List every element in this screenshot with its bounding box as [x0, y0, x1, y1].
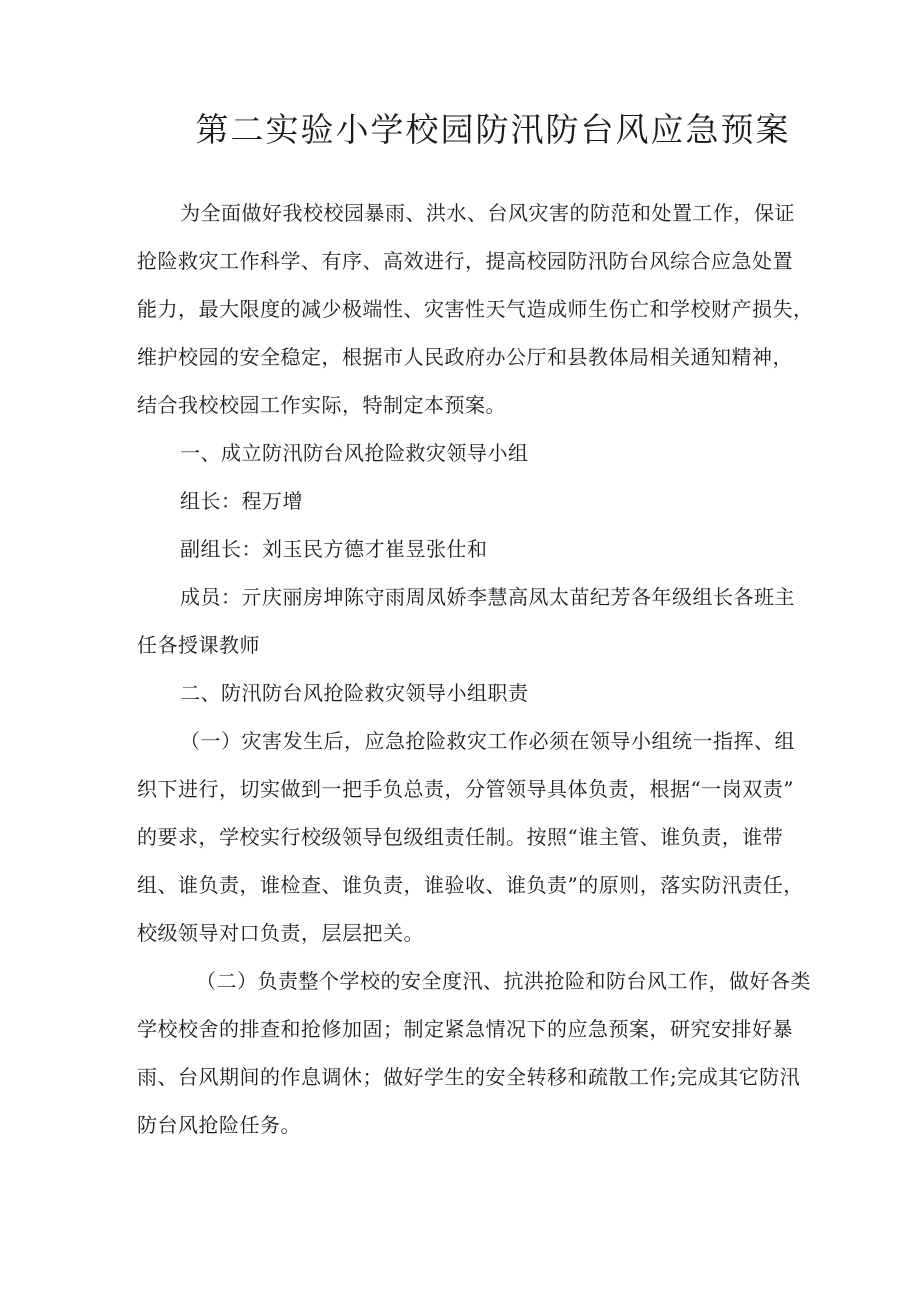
- paragraph-line: 组、谁负责，谁检查、谁负责，谁验收、谁负责”的原则，落实防汛责任，: [137, 873, 804, 897]
- paragraph-line: 学校校舍的排查和抢修加固；制定紧急情况下的应急预案，研究安排好暴: [137, 1017, 793, 1041]
- paragraph-line: 结合我校校园工作实际，特制定本预案。: [137, 393, 506, 417]
- section-heading: 二、防汛防台风抢险救灾领导小组职责: [180, 681, 529, 705]
- deputy-leader-line: 副组长：刘玉民方德才崔昱张仕和: [180, 537, 488, 561]
- paragraph-line: 雨、台风期间的作息调休；做好学生的安全转移和疏散工作;完成其它防汛: [137, 1065, 801, 1089]
- document-title: 第二实验小学校园防汛防台风应急预案: [195, 110, 791, 149]
- paragraph-line: 的要求，学校实行校级领导包级组责任制。按照“谁主管、谁负责，谁带: [137, 825, 784, 849]
- team-leader-line: 组长：程万增: [180, 489, 303, 513]
- members-line: 成员：亓庆丽房坤陈守雨周凤娇李慧高凤太苗纪芳各年级组长各班主: [180, 585, 795, 609]
- section-heading: 一、成立防汛防台风抢险救灾领导小组: [180, 441, 529, 465]
- paragraph-line: （一）灾害发生后，应急抢险救灾工作必须在领导小组统一指挥、组: [180, 729, 795, 753]
- paragraph-line: （二）负责整个学校的安全度汛、抗洪抢险和防台风工作，做好各类: [196, 969, 811, 993]
- members-line-continued: 任各授课教师: [137, 633, 260, 657]
- paragraph-line: 校级领导对口负责，层层把关。: [137, 921, 424, 945]
- paragraph-line: 防台风抢险任务。: [137, 1113, 301, 1137]
- paragraph-line: 能力，最大限度的减少极端性、灾害性天气造成师生伤亡和学校财产损失，: [137, 297, 814, 321]
- paragraph-line: 抢险救灾工作科学、有序、高效进行，提高校园防汛防台风综合应急处置: [137, 249, 793, 273]
- paragraph-line: 维护校园的安全稳定，根据市人民政府办公厅和县教体局相关通知精神，: [137, 345, 793, 369]
- paragraph-line: 织下进行，切实做到一把手负总责，分管领导具体负责，根据“一岗双责”: [137, 777, 794, 801]
- paragraph-line: 为全面做好我校校园暴雨、洪水、台风灾害的防范和处置工作，保证: [180, 201, 795, 225]
